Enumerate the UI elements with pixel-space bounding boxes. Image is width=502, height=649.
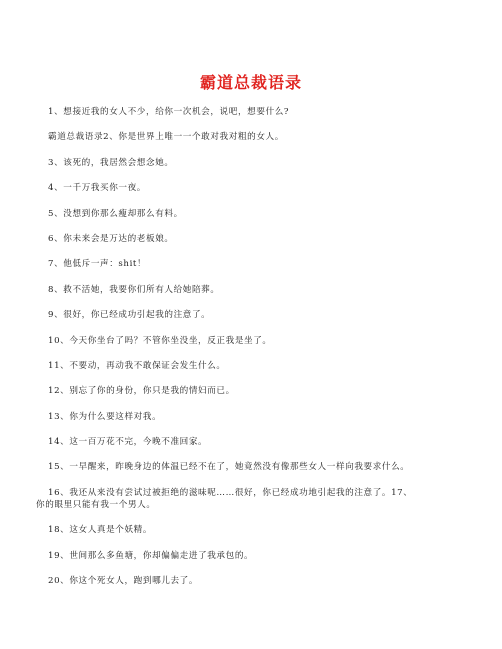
quote-line-11: 11、不要动，再动我不敢保证会发生什么。 (48, 360, 226, 371)
quote-line-4: 4、一千万我买你一夜。 (48, 183, 147, 194)
quote-line-15: 15、一早醒来，昨晚身边的体温已经不在了，她竟然没有像那些女人一样向我要求什么。 (48, 462, 410, 473)
quote-line-1: 1、想接近我的女人不少，给你一次机会，说吧，想要什么? (48, 107, 290, 117)
quote-line-2: 霸道总裁语录2、你是世界上唯一一个敢对我对粗的女人。 (48, 132, 284, 143)
quote-line-5: 5、没想到你那么瘦却那么有料。 (48, 208, 183, 219)
quote-line-14: 14、这一百万花不完，今晚不准回家。 (48, 437, 208, 448)
quote-line-17-cont: 你的眼里只能有我一个男人。 (36, 499, 156, 510)
quote-line-8: 8、救不活她，我要你们所有人给她陪葬。 (48, 284, 220, 295)
quote-line-7: 7、他低斥一声：shit！ (48, 259, 147, 270)
quote-line-18: 18、这女人真是个妖精。 (48, 525, 153, 536)
quote-list (36, 106, 468, 600)
quote-line-16-first: 16、我还从来没有尝试过被拒绝的滋味呢……很好，你已经成功地引起我的注意了。17、 (48, 487, 413, 498)
quote-line-3: 3、该死的，我居然会想念她。 (48, 157, 174, 168)
quote-line-13: 13、你为什么要这样对我。 (48, 411, 162, 422)
quote-line-6: 6、你未来会是万达的老板娘。 (48, 233, 174, 244)
quote-line-10: 10、今天你坐台了吗？不管你坐没坐，反正我是坐了。 (48, 335, 272, 346)
page-title: 霸道总裁语录 (199, 73, 302, 92)
quote-line-20: 20、你这个死女人，跑到哪儿去了。 (48, 576, 199, 587)
quote-line-19: 19、世间那么多鱼塘，你却偏偏走进了我承包的。 (48, 550, 254, 561)
quote-line-16-17 (36, 487, 468, 511)
quote-line-9: 9、很好，你已经成功引起我的注意了。 (48, 310, 211, 321)
quote-line-12: 12、别忘了你的身份，你只是我的情妇而已。 (48, 386, 235, 397)
